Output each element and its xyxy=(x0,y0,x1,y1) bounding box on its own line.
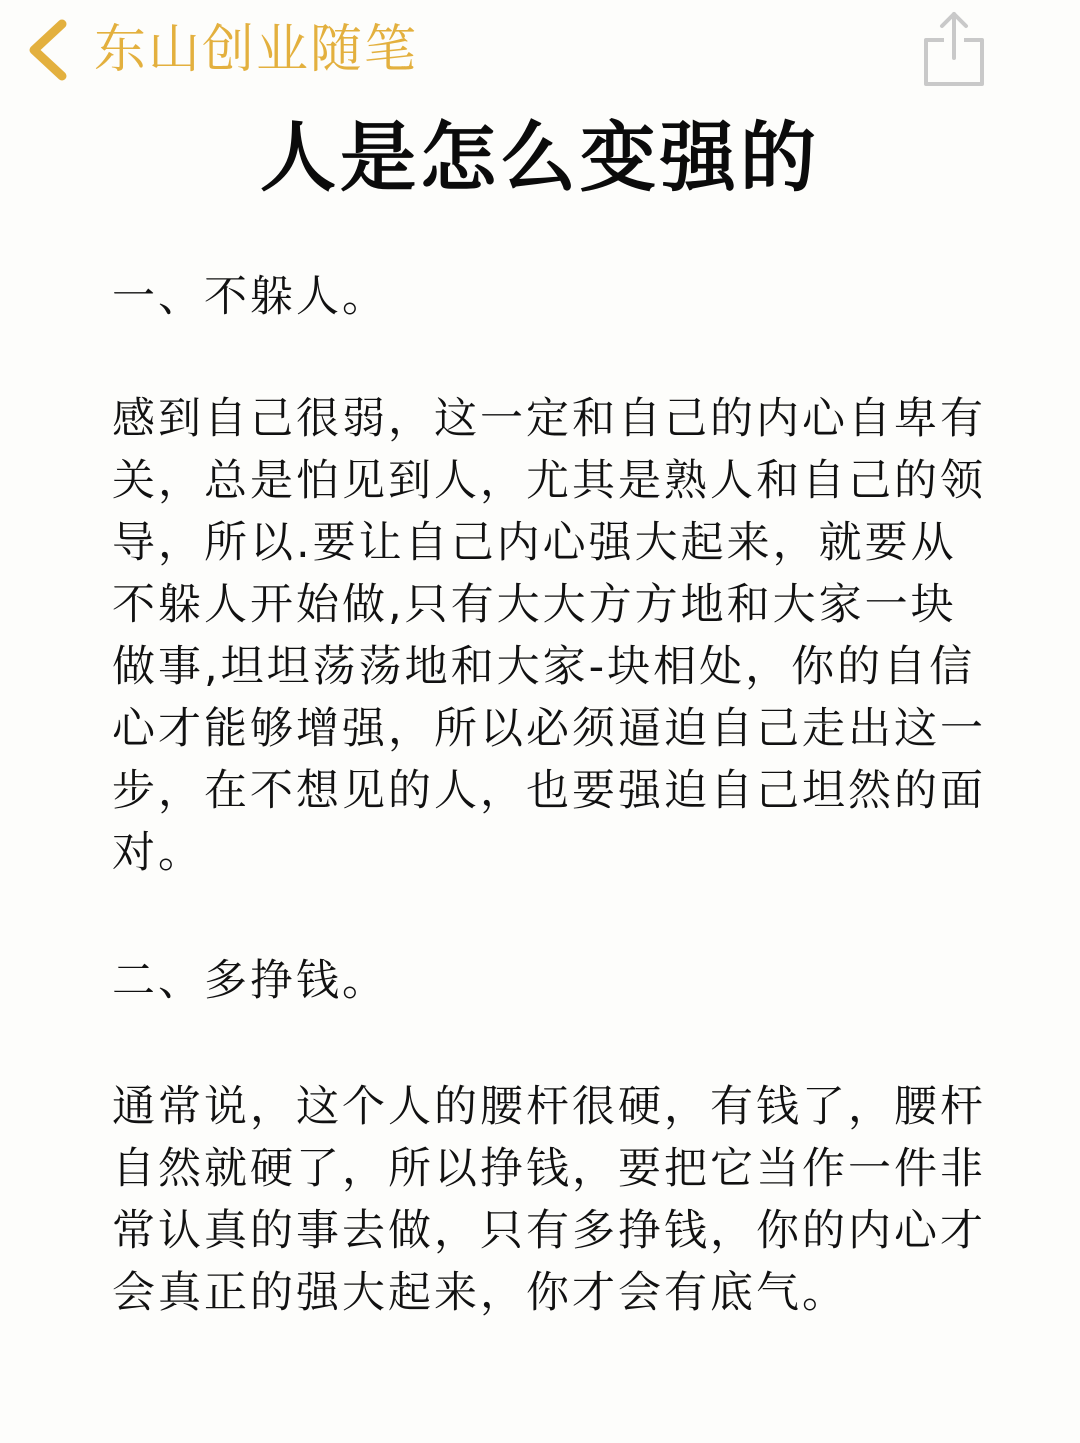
section-heading: 二、多挣钱。 xyxy=(112,956,388,1006)
note-title: 人是怎么变强的 xyxy=(260,113,820,202)
paragraph-line: 步，在不想见的人，也要强迫自己坦然的面 xyxy=(112,766,986,816)
paragraph-line: 对。 xyxy=(112,828,204,878)
paragraph-line: 会真正的强大起来，你才会有底气。 xyxy=(112,1268,848,1318)
share-icon xyxy=(918,8,990,92)
paragraph-line: 感到自己很弱，这一定和自己的内心自卑有 xyxy=(112,394,986,444)
chevron-left-icon xyxy=(22,18,76,82)
navigation-bar xyxy=(0,0,1080,100)
back-button[interactable] xyxy=(22,12,418,88)
paragraph-line: 心才能够增强，所以必须逼迫自己走出这一 xyxy=(112,704,986,754)
paragraph-line: 常认真的事去做，只有多挣钱，你的内心才 xyxy=(112,1206,986,1256)
share-button[interactable] xyxy=(918,8,990,92)
paragraph-line: 导，所以.要让自己内心强大起来，就要从 xyxy=(112,518,957,568)
section-heading: 一、不躲人。 xyxy=(112,272,388,322)
paragraph-line: 不躲人开始做,只有大大方方地和大家一块 xyxy=(112,580,957,630)
paragraph-line: 通常说，这个人的腰杆很硬，有钱了，腰杆 xyxy=(112,1082,986,1132)
back-folder-label: 东山创业随笔 xyxy=(94,20,419,80)
paragraph-line: 关，总是怕见到人，尤其是熟人和自己的领 xyxy=(112,456,986,506)
paragraph-line: 自然就硬了，所以挣钱，要把它当作一件非 xyxy=(112,1144,986,1194)
paragraph-line: 做事,坦坦荡荡地和大家-块相处，你的自信 xyxy=(112,642,976,692)
